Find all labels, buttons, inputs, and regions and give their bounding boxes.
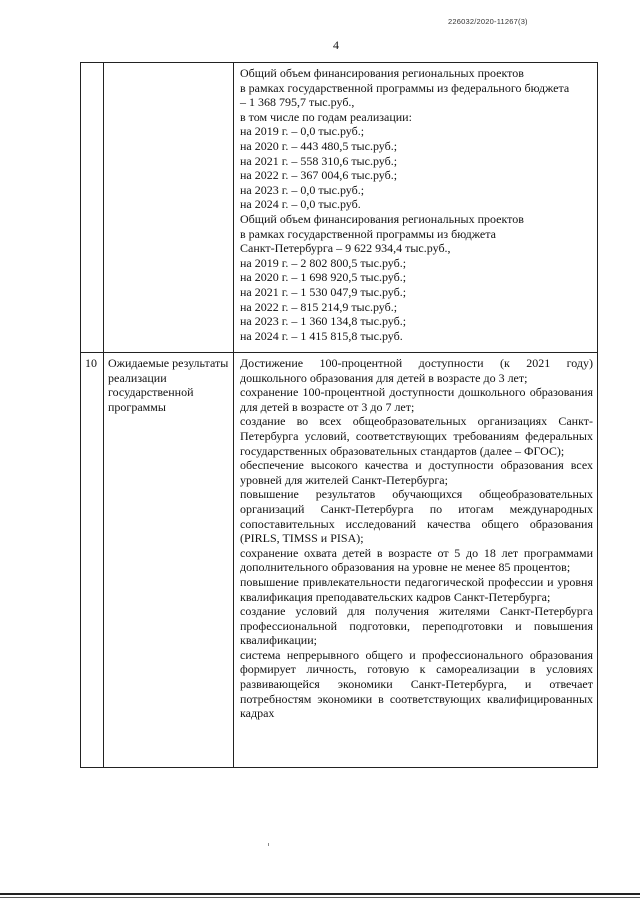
funding-line: – 1 368 795,7 тыс.руб., xyxy=(240,95,355,110)
result-item: повышение результатов обучающихся общеобразовательных организаций Санкт-Петербурга по итогам международных сопоставительных исследований качества общего образования (PIRLS, TIMSS и PISA); xyxy=(240,487,593,546)
column-divider-number xyxy=(103,63,104,767)
expected-results-cell xyxy=(240,356,593,721)
result-item: сохранение 100-процентной доступности дошкольного образования для детей в возрасте от 3 до 7 лет; xyxy=(240,385,593,414)
column-divider-label xyxy=(233,63,234,767)
funding-line: в том числе по годам реализации: xyxy=(240,109,412,124)
funding-line: на 2024 г. – 0,0 тыс.руб. xyxy=(240,197,361,212)
result-item: система непрерывного общего и профессионального образования формирует личность, готовую к самореализации в условиях развивающейся экономики Санкт-Петербурга, и отвечает потребностям экономики в соответствующих квалифицированных кадрах xyxy=(240,647,593,721)
result-item: создание во всех общеобразовательных организациях Санкт-Петербурга условий, соответствующих требованиям федеральных государственных образовательных стандартов (далее – ФГОС); xyxy=(240,414,593,458)
result-item: Достижение 100-процентной доступности (к 2021 году) дошкольного образования для детей в возрасте до 3 лет; xyxy=(240,356,593,385)
funding-line: на 2021 г. – 558 310,6 тыс.руб.; xyxy=(240,153,398,168)
funding-line: на 2024 г. – 1 415 815,8 тыс.руб. xyxy=(240,328,403,343)
funding-line: на 2020 г. – 1 698 920,5 тыс.руб.; xyxy=(240,270,407,285)
result-item: повышение привлекательности педагогической профессии и уровня квалификация преподавательских кадров Санкт-Петербурга; xyxy=(240,574,593,604)
funding-line: на 2020 г. – 443 480,5 тыс.руб.; xyxy=(240,138,398,153)
funding-line: Общий объем финансирования региональных проектов xyxy=(240,211,524,226)
page-number: 4 xyxy=(333,38,339,52)
funding-line: в рамках государственной программы из бюджета xyxy=(240,226,496,241)
document-id: 226032/2020-11267(3) xyxy=(448,17,528,26)
funding-line: на 2022 г. – 815 214,9 тыс.руб.; xyxy=(240,299,398,314)
result-item: создание условий для получения жителями Санкт-Петербурга профессиональной подготовки, переподготовки и повышения квалификации; xyxy=(240,604,593,648)
funding-line: на 2021 г. – 1 530 047,9 тыс.руб.; xyxy=(240,284,407,299)
row-number: 10 xyxy=(85,356,97,370)
program-table xyxy=(80,62,598,768)
row-label: Ожидаемые результаты реализации государственной программы xyxy=(108,356,229,414)
row-divider xyxy=(81,352,597,353)
funding-line: на 2019 г. – 2 802 800,5 тыс.руб.; xyxy=(240,255,407,270)
funding-line: на 2022 г. – 367 004,6 тыс.руб.; xyxy=(240,168,398,183)
funding-line: Общий объем финансирования региональных проектов xyxy=(240,66,524,80)
funding-cell xyxy=(240,66,593,343)
result-item: обеспечение высокого качества и доступности образования всех уровней для жителей Санкт-Петербурга; xyxy=(240,458,593,487)
funding-line: на 2019 г. – 0,0 тыс.руб.; xyxy=(240,124,365,139)
scan-edge-line-secondary xyxy=(0,897,640,898)
result-item: сохранение охвата детей в возрасте от 5 до 18 лет программами дополнительного образования на уровне не менее 85 процентов; xyxy=(240,545,593,575)
funding-line: на 2023 г. – 1 360 134,8 тыс.руб.; xyxy=(240,314,407,329)
funding-line: Санкт-Петербурга – 9 622 934,4 тыс.руб., xyxy=(240,241,451,256)
scan-edge-line xyxy=(0,893,640,895)
funding-line: на 2023 г. – 0,0 тыс.руб.; xyxy=(240,182,365,197)
funding-line: в рамках государственной программы из федерального бюджета xyxy=(240,80,570,95)
scan-mark xyxy=(268,843,269,846)
